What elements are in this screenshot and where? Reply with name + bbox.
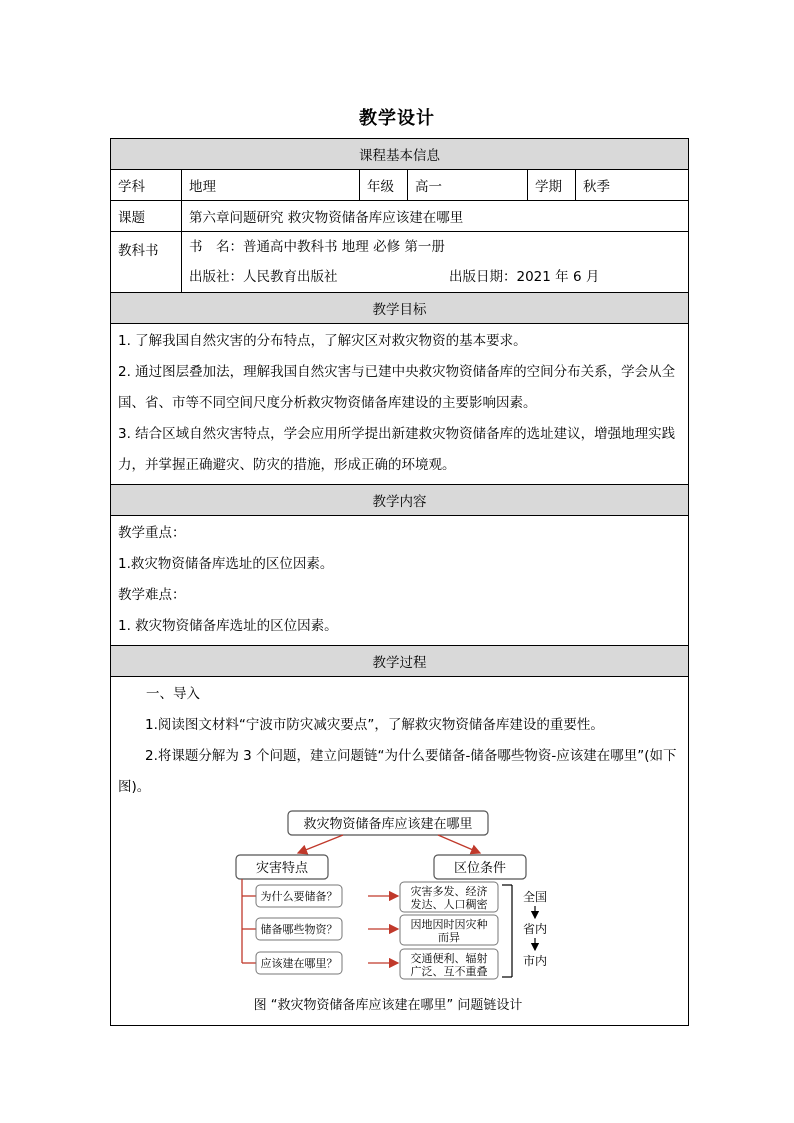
subject-label: 学科 [111,170,182,201]
process-step: 2.将课题分解为 3 个问题，建立问题链“为什么要储备-储备哪些物资-应该建在哪里”(如下图)。 [118,748,677,795]
objectives-header: 教学目标 [111,293,689,324]
subject-row [111,170,689,201]
topic-label: 课题 [111,201,182,232]
term-label: 学期 [528,170,576,201]
objectives-row [111,324,689,485]
location-conditions-text: 区位条件 [453,861,507,876]
process-header: 教学过程 [111,646,689,677]
subject-value: 地理 [182,170,360,201]
publisher-line [189,262,681,292]
diagram-top-text: 救灾物资储备库应该建在哪里 [303,817,473,832]
question-text: 应该建在哪里？ [260,957,338,970]
grade-value: 高一 [408,170,528,201]
basic-info-header: 课程基本信息 [111,139,689,170]
difficulty-label: 教学难点： [118,587,186,603]
term-value: 秋季 [576,170,689,201]
objective-item: 1. 了解我国自然灾害的分布特点，了解灾区对救灾物资的基本要求。 [118,333,527,349]
process-step: 1.阅读图文材料“宁波市防灾减灾要点”，了解救灾物资储备库建设的重要性。 [145,717,604,733]
document-title: 教学设计 [359,108,435,129]
publish-date: 出版日期：2021 年 6 月 [449,269,600,285]
answer-line: 而异 [438,931,460,944]
disaster-features-text: 灾害特点 [255,861,309,876]
answer-line: 灾害多发、经济 [410,885,488,898]
textbook-label: 教科书 [111,232,182,293]
section-heading: 一、导入 [146,686,200,702]
textbook-row [111,232,689,293]
answer-line: 发达、人口稠密 [410,898,488,911]
objectives-header-row [111,293,689,324]
scale-label: 全国 [522,890,548,904]
question-text: 为什么要储备？ [260,890,338,903]
lesson-plan-table [110,138,689,1026]
process-body [111,677,689,1026]
answer-line: 因地因时因灾种 [410,918,488,931]
book-name: 书 名：普通高中教科书 地理 必修 第一册 [189,239,445,255]
process-header-row [111,646,689,677]
key-point-item: 1.救灾物资储备库选址的区位因素。 [118,556,334,572]
question-chain-diagram [118,803,681,1021]
content-header-row [111,485,689,516]
key-points-label: 教学重点： [118,525,186,541]
content-header: 教学内容 [111,485,689,516]
grade-label: 年级 [360,170,408,201]
difficulty-item: 1. 救灾物资储备库选址的区位因素。 [118,618,338,634]
answer-line: 交通便利、辐射 [410,952,488,965]
content-row [111,516,689,646]
content-body [111,516,689,646]
diagram-svg [118,803,682,1021]
diagram-caption: 图 “救灾物资储备库应该建在哪里” 问题链设计 [253,998,523,1013]
basic-info-header-row [111,139,689,170]
publisher: 出版社：人民教育出版社 [189,269,338,285]
question-text: 储备哪些物资？ [260,923,338,936]
textbook-info [182,232,689,293]
objectives-body [111,324,689,485]
scale-label: 省内 [522,922,548,936]
arrow [438,835,480,853]
objective-item: 2. 通过图层叠加法，理解我国自然灾害与已建中央救灾物资储备库的空间分布关系，学会从全国、省、市等不同空间尺度分析救灾物资储备库建设的主要影响因素。 [118,364,676,411]
objective-item: 3. 结合区域自然灾害特点，学会应用所学提出新建救灾物资储备库的选址建议，增强地理实践力，并掌握正确避灾、防灾的措施，形成正确的环境观。 [118,426,676,473]
topic-value: 第六章问题研究 救灾物资储备库应该建在哪里 [182,201,689,232]
scale-label: 市内 [522,954,548,968]
arrow [298,835,343,853]
topic-row [111,201,689,232]
process-row [111,677,689,1026]
answer-line: 广泛、互不重叠 [410,965,488,978]
